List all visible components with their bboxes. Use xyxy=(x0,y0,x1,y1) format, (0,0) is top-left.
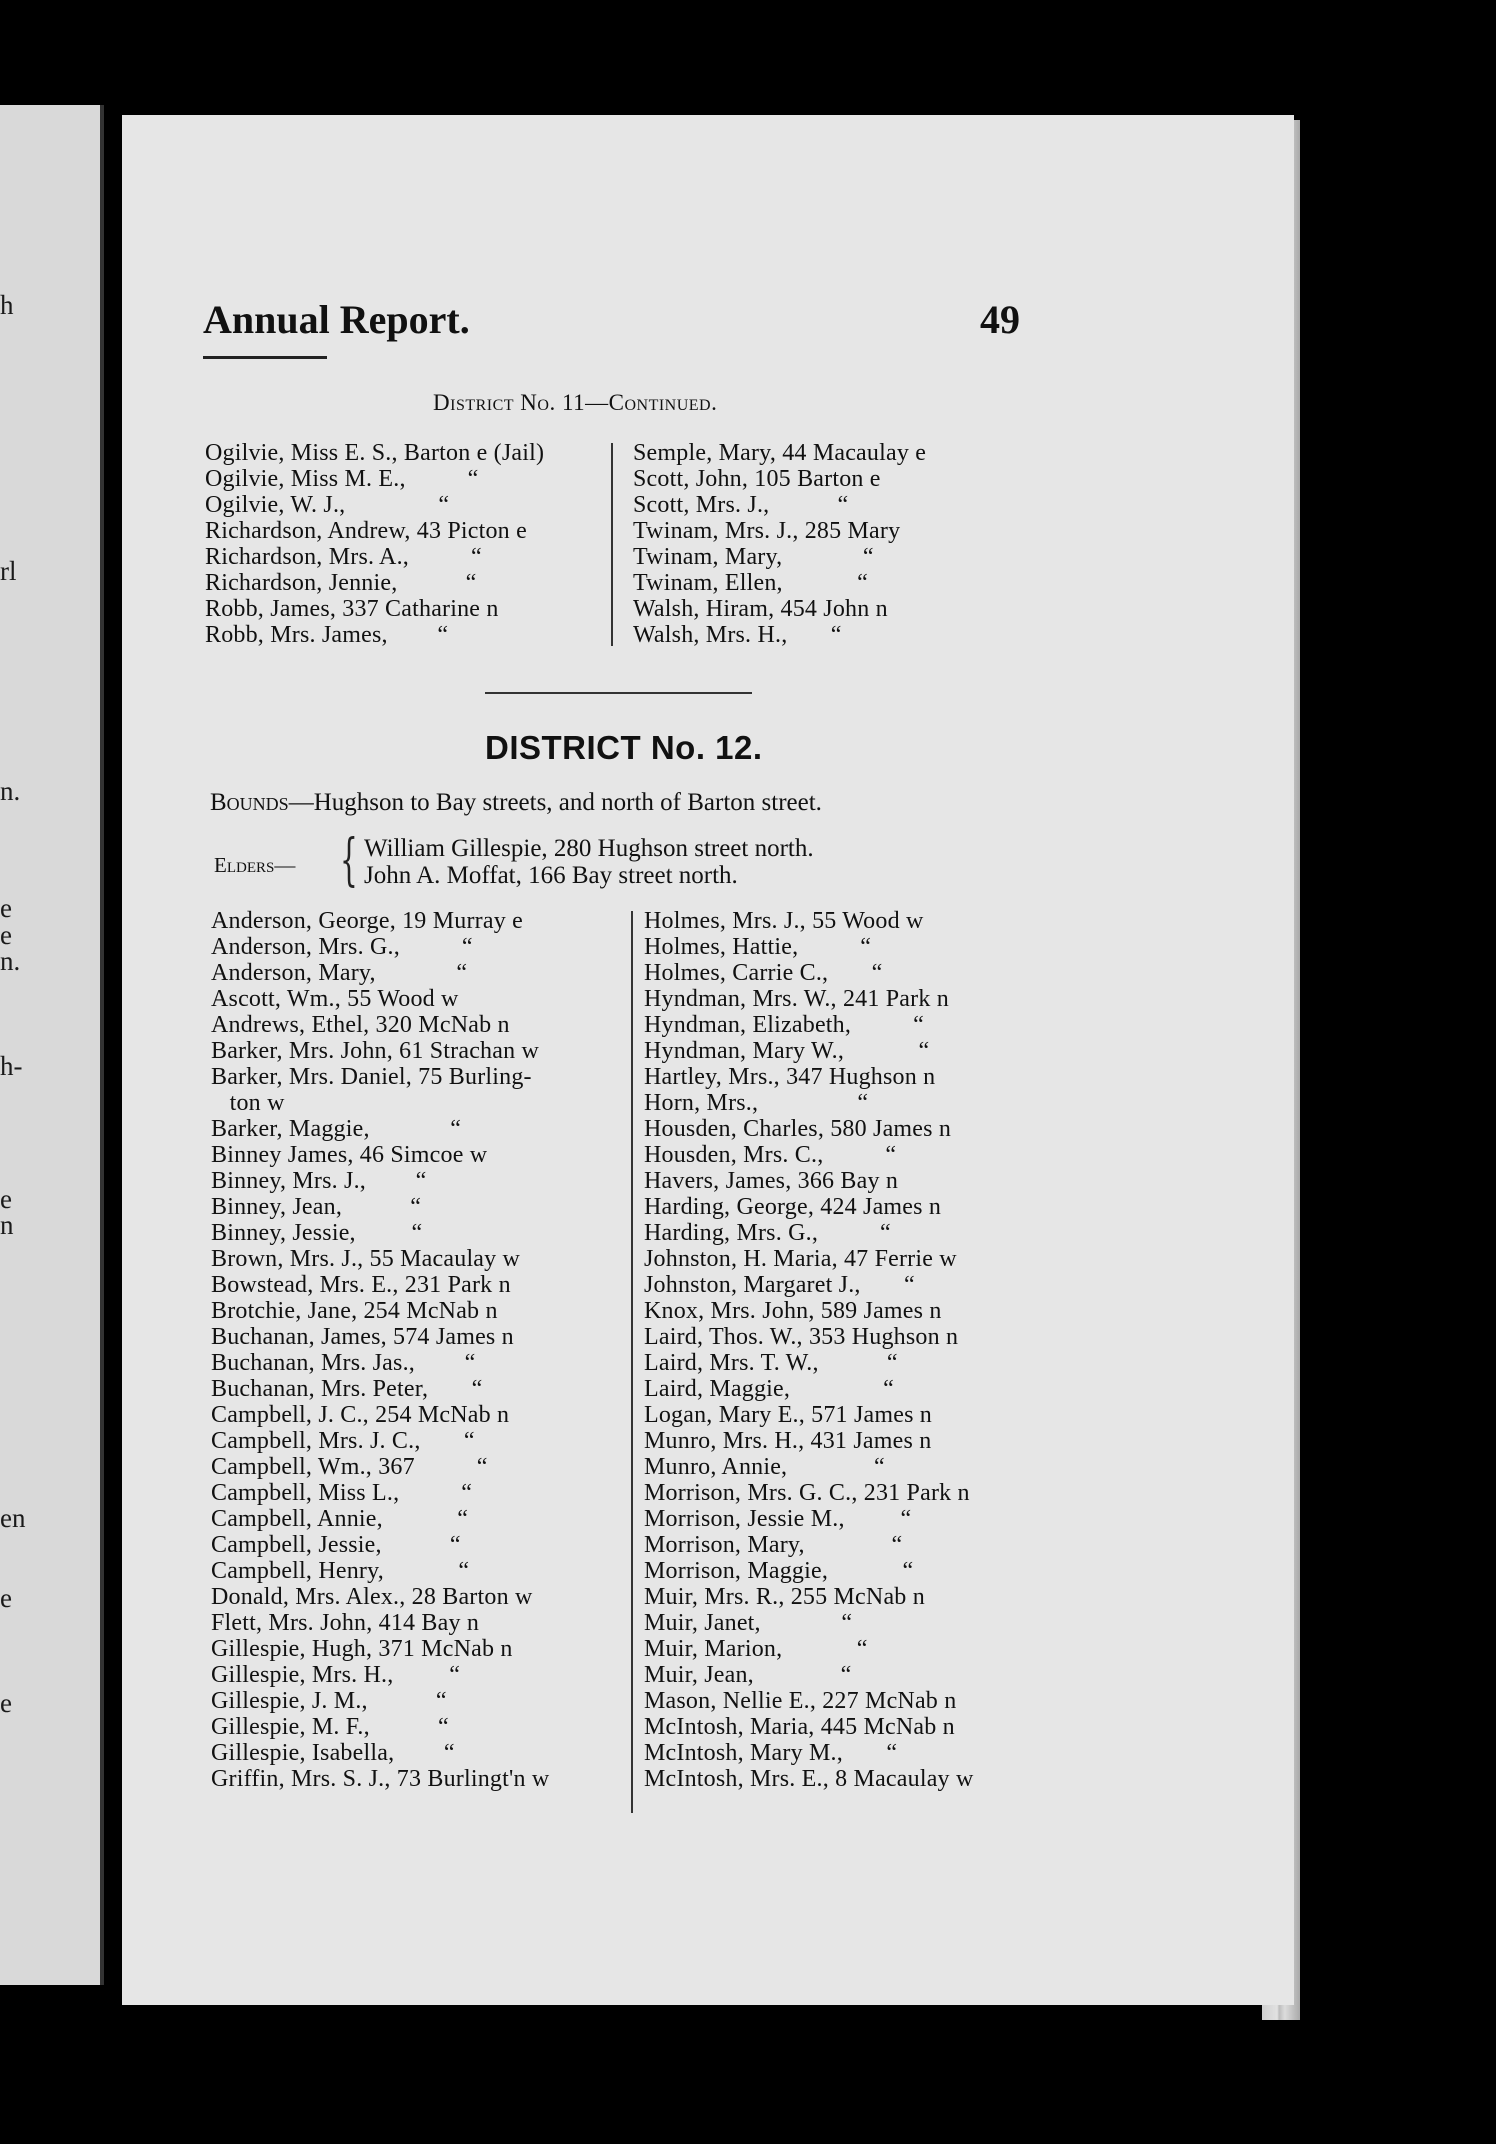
list-entry: ton w xyxy=(211,1090,285,1116)
list-entry: Gillespie, Hugh, 371 McNab n xyxy=(211,1636,513,1662)
list-entry: Robb, James, 337 Catharine n xyxy=(205,596,499,622)
fragment: h xyxy=(0,290,14,320)
list-entry: Gillespie, Isabella, “ xyxy=(211,1740,455,1766)
list-entry: Anderson, Mrs. G., “ xyxy=(211,934,473,960)
list-entry: Housden, Charles, 580 James n xyxy=(644,1116,952,1142)
section-rule xyxy=(485,692,752,694)
list-entry: Buchanan, Mrs. Peter, “ xyxy=(211,1376,483,1402)
list-entry: Havers, James, 366 Bay n xyxy=(644,1168,899,1194)
list-entry: Johnston, H. Maria, 47 Ferrie w xyxy=(644,1246,957,1272)
list-entry: Scott, John, 105 Barton e xyxy=(633,466,881,492)
list-entry: Semple, Mary, 44 Macaulay e xyxy=(633,440,927,466)
list-entry: Walsh, Mrs. H., “ xyxy=(633,622,842,648)
running-title: Annual Report. xyxy=(203,297,470,342)
continued-heading: District No. 11—Continued. xyxy=(433,390,718,415)
list-entry: Hyndman, Elizabeth, “ xyxy=(644,1012,924,1038)
brace: { xyxy=(340,828,358,893)
district-12-right-column xyxy=(644,908,973,1792)
column-divider xyxy=(631,911,633,1813)
list-entry: Binney, Jean, “ xyxy=(211,1194,422,1220)
list-entry: Barker, Maggie, “ xyxy=(211,1116,462,1142)
list-entry: Gillespie, J. M., “ xyxy=(211,1688,447,1714)
district-11-right-column xyxy=(633,440,926,648)
list-entry: Bowstead, Mrs. E., 231 Park n xyxy=(211,1272,511,1298)
list-entry: Anderson, George, 19 Murray e xyxy=(211,908,523,934)
list-entry: Donald, Mrs. Alex., 28 Barton w xyxy=(211,1584,533,1610)
list-entry: Morrison, Maggie, “ xyxy=(644,1558,914,1584)
list-entry: Campbell, Henry, “ xyxy=(211,1558,470,1584)
list-entry: Holmes, Hattie, “ xyxy=(644,934,872,960)
list-entry: Knox, Mrs. John, 589 James n xyxy=(644,1298,942,1324)
list-entry: Buchanan, James, 574 James n xyxy=(211,1324,514,1350)
list-entry: Twinam, Mary, “ xyxy=(633,544,874,570)
fragment: e xyxy=(0,1583,12,1613)
list-entry: Laird, Maggie, “ xyxy=(644,1376,894,1402)
list-entry: Munro, Annie, “ xyxy=(644,1454,885,1480)
list-entry: Binney, Jessie, “ xyxy=(211,1220,423,1246)
list-entry: Campbell, Wm., 367 “ xyxy=(211,1454,488,1480)
list-entry: Robb, Mrs. James, “ xyxy=(205,622,449,648)
list-entry: Campbell, Jessie, “ xyxy=(211,1532,461,1558)
list-entry: Harding, Mrs. G., “ xyxy=(644,1220,891,1246)
district-heading: DISTRICT No. 12. xyxy=(485,729,763,766)
fragment: rl xyxy=(0,556,17,586)
list-entry: Andrews, Ethel, 320 McNab n xyxy=(211,1012,510,1038)
fragment: n xyxy=(0,1210,14,1240)
title-rule xyxy=(203,356,327,359)
list-entry: Ogilvie, Miss M. E., “ xyxy=(205,466,479,492)
list-entry: Brown, Mrs. J., 55 Macaulay w xyxy=(211,1246,521,1272)
list-entry: Hyndman, Mrs. W., 241 Park n xyxy=(644,986,949,1012)
district-11-left-column xyxy=(205,440,544,648)
elder-entry: John A. Moffat, 166 Bay street north. xyxy=(364,862,738,889)
list-entry: Muir, Marion, “ xyxy=(644,1636,868,1662)
list-entry: Morrison, Mrs. G. C., 231 Park n xyxy=(644,1480,970,1506)
list-entry: Muir, Mrs. R., 255 McNab n xyxy=(644,1584,925,1610)
list-entry: McIntosh, Maria, 445 McNab n xyxy=(644,1714,955,1740)
list-entry: Richardson, Jennie, “ xyxy=(205,570,477,596)
bounds-text: —Hughson to Bay streets, and north of Barton street. xyxy=(288,789,822,816)
list-entry: Anderson, Mary, “ xyxy=(211,960,468,986)
list-entry: Twinam, Ellen, “ xyxy=(633,570,869,596)
list-entry: Campbell, Annie, “ xyxy=(211,1506,469,1532)
list-entry: Walsh, Hiram, 454 John n xyxy=(633,596,888,622)
fragment: e xyxy=(0,920,12,950)
list-entry: Munro, Mrs. H., 431 James n xyxy=(644,1428,932,1454)
list-entry: Laird, Thos. W., 353 Hughson n xyxy=(644,1324,959,1350)
list-entry: Logan, Mary E., 571 James n xyxy=(644,1402,933,1428)
list-entry: Ascott, Wm., 55 Wood w xyxy=(211,986,459,1012)
list-entry: Housden, Mrs. C., “ xyxy=(644,1142,897,1168)
list-entry: Holmes, Mrs. J., 55 Wood w xyxy=(644,908,924,934)
list-entry: Gillespie, M. F., “ xyxy=(211,1714,449,1740)
list-entry: Laird, Mrs. T. W., “ xyxy=(644,1350,898,1376)
fragment: e xyxy=(0,1688,12,1718)
bounds-line xyxy=(210,789,822,817)
list-entry: Muir, Jean, “ xyxy=(644,1662,852,1688)
list-entry: Ogilvie, W. J., “ xyxy=(205,492,450,518)
list-entry: Mason, Nellie E., 227 McNab n xyxy=(644,1688,957,1714)
list-entry: Griffin, Mrs. S. J., 73 Burlingt'n w xyxy=(211,1766,550,1792)
list-entry: Muir, Janet, “ xyxy=(644,1610,853,1636)
list-entry: Johnston, Margaret J., “ xyxy=(644,1272,915,1298)
fragment: e xyxy=(0,893,12,923)
list-entry: Richardson, Andrew, 43 Picton e xyxy=(205,518,527,544)
list-entry: Barker, Mrs. John, 61 Strachan w xyxy=(211,1038,540,1064)
list-entry: Gillespie, Mrs. H., “ xyxy=(211,1662,461,1688)
fragment: e xyxy=(0,1184,12,1214)
list-entry: Morrison, Mary, “ xyxy=(644,1532,903,1558)
elders-label: Elders— xyxy=(214,853,296,877)
fragment: en xyxy=(0,1503,26,1533)
list-entry: Flett, Mrs. John, 414 Bay n xyxy=(211,1610,480,1636)
list-entry: Richardson, Mrs. A., “ xyxy=(205,544,482,570)
facing-page xyxy=(0,105,104,1985)
list-entry: Hartley, Mrs., 347 Hughson n xyxy=(644,1064,936,1090)
list-entry: McIntosh, Mrs. E., 8 Macaulay w xyxy=(644,1766,974,1792)
list-entry: Campbell, Mrs. J. C., “ xyxy=(211,1428,475,1454)
fragment: n. xyxy=(0,776,21,806)
list-entry: Campbell, Miss L., “ xyxy=(211,1480,473,1506)
district-12-left-column xyxy=(211,908,549,1792)
fragment: h- xyxy=(0,1051,23,1081)
list-entry: Binney James, 46 Simcoe w xyxy=(211,1142,488,1168)
list-entry: Twinam, Mrs. J., 285 Mary xyxy=(633,518,901,544)
list-entry: Scott, Mrs. J., “ xyxy=(633,492,849,518)
list-entry: Brotchie, Jane, 254 McNab n xyxy=(211,1298,498,1324)
list-entry: Horn, Mrs., “ xyxy=(644,1090,869,1116)
list-entry: Hyndman, Mary W., “ xyxy=(644,1038,930,1064)
list-entry: Barker, Mrs. Daniel, 75 Burling- xyxy=(211,1064,532,1090)
list-entry: Harding, George, 424 James n xyxy=(644,1194,942,1220)
list-entry: Holmes, Carrie C., “ xyxy=(644,960,883,986)
list-entry: Campbell, J. C., 254 McNab n xyxy=(211,1402,510,1428)
elder-entry: William Gillespie, 280 Hughson street north. xyxy=(364,835,814,862)
bounds-label: Bounds xyxy=(210,789,289,816)
column-divider xyxy=(611,443,613,646)
list-entry: Ogilvie, Miss E. S., Barton e (Jail) xyxy=(205,440,545,466)
page-number: 49 xyxy=(980,297,1020,342)
fragment: n. xyxy=(0,946,21,976)
list-entry: McIntosh, Mary M., “ xyxy=(644,1740,898,1766)
list-entry: Buchanan, Mrs. Jas., “ xyxy=(211,1350,476,1376)
list-entry: Morrison, Jessie M., “ xyxy=(644,1506,912,1532)
list-entry: Binney, Mrs. J., “ xyxy=(211,1168,427,1194)
